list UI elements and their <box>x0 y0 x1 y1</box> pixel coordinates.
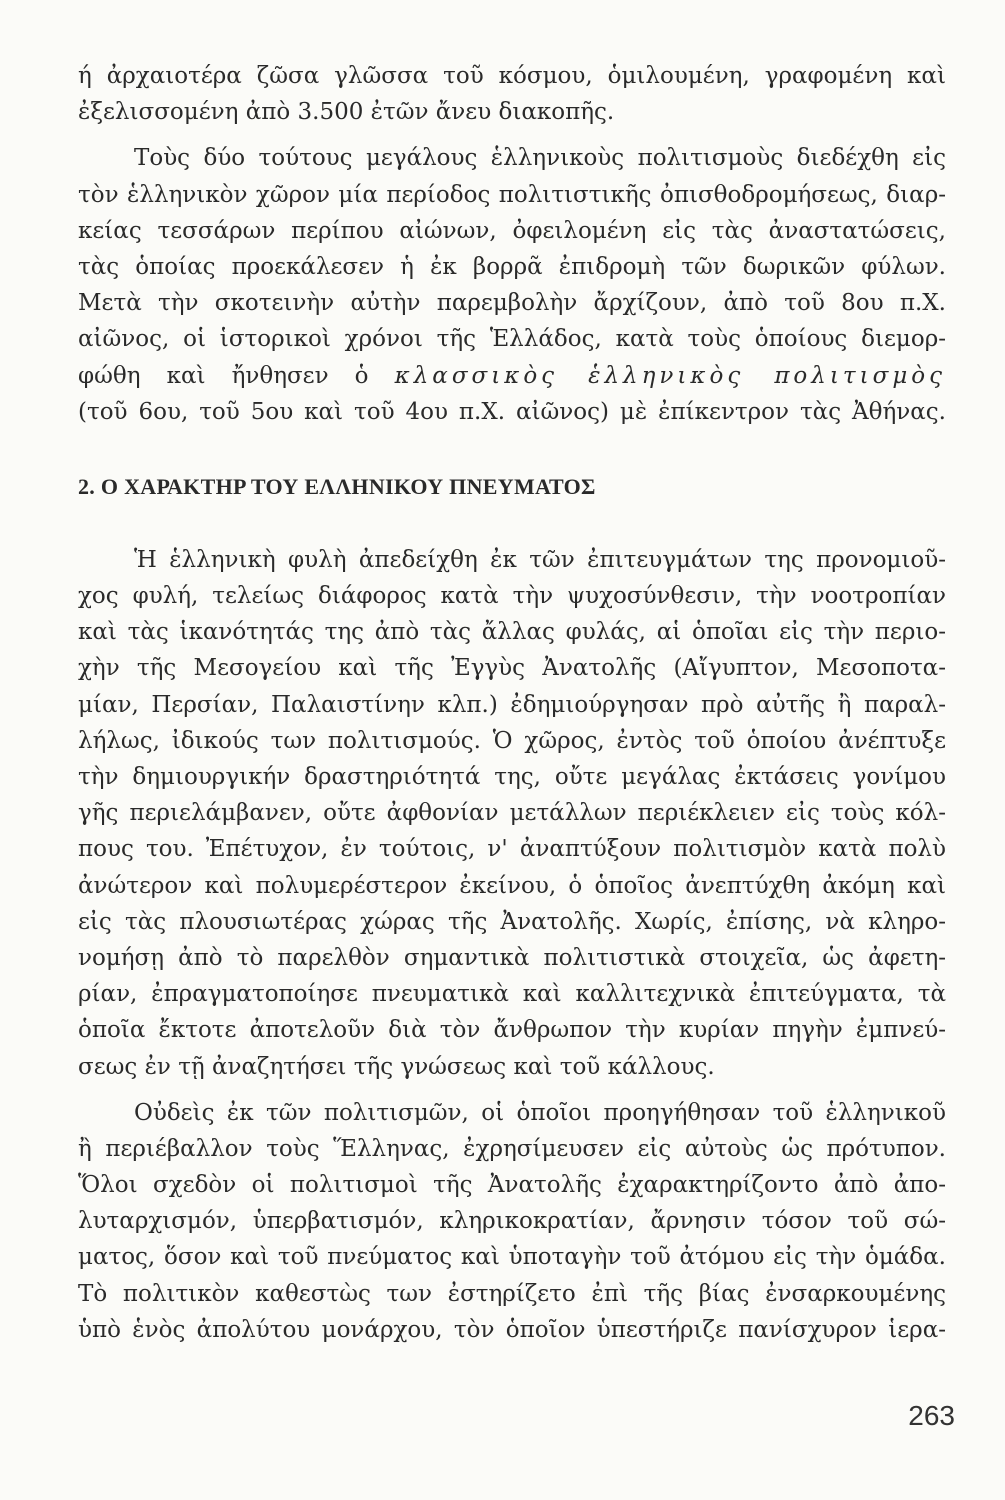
text-line-prefix: φώθη καὶ ἤνθησεν ὁ <box>78 362 395 389</box>
page-number: 263 <box>908 1400 955 1431</box>
text-line: Ὅλοι σχεδὸν οἱ πολιτισμοὶ τῆς Ἀνατολῆς ἐχαρακτηρίζοντο ἀπὸ ἀπο- <box>78 1172 946 1199</box>
text-line: ἀνώτερον καὶ πολυμερέστερον ἐκείνου, ὁ ὁποῖος ἀνεπτύχθη ἀκόμη καὶ <box>78 872 946 899</box>
text-line: γῆς περιελάμβανεν, οὔτε ἀφθονίαν μετάλλων περιέκλειεν εἰς τοὺς κόλ- <box>78 800 946 827</box>
text-line: (τοῦ 6ου, τοῦ 5ου καὶ τοῦ 4ου π.Χ. αἰῶνος) μὲ ἐπίκεντρον τὰς Ἀθήνας. <box>78 398 946 425</box>
text-line: ὁποῖα ἔκτοτε ἀποτελοῦν διὰ τὸν ἄνθρωπον τὴν κυρίαν πηγὴν ἐμπνεύ- <box>78 1017 946 1044</box>
text-line: τὰς ὁποίας προεκάλεσεν ἡ ἐκ βορρᾶ ἐπιδρομὴ τῶν δωρικῶν φύλων. <box>78 253 946 280</box>
emphasized-phrase: κλασσικὸς ἑλληνικὸς πολιτισμὸς <box>394 362 946 389</box>
text-line: λήλως, ἰδικούς των πολιτισμούς. Ὁ χῶρος, ἐντὸς τοῦ ὁποίου ἀνέπτυξε <box>78 727 946 754</box>
text-line: ἢ περιέβαλλον τοὺς Ἕλληνας, ἐχρησίμευσεν εἰς αὐτοὺς ὡς πρότυπον. <box>78 1135 946 1162</box>
text-line: χὴν τῆς Μεσογείου καὶ τῆς Ἐγγὺς Ἀνατολῆς (Αἴγυπτον, Μεσοποτα- <box>78 655 946 682</box>
text-line: ματος, ὅσον καὶ τοῦ πνεύματος καὶ ὑποταγὴν τοῦ ἀτόμου εἰς τὴν ὁμάδα. <box>78 1244 946 1271</box>
text-line: μίαν, Περσίαν, Παλαιστίνην κλπ.) ἐδημιούργησαν πρὸ αὐτῆς ἢ παραλ- <box>78 691 946 718</box>
text-line: Μετὰ τὴν σκοτεινὴν αὐτὴν παρεμβολὴν ἄρχίζουν, ἀπὸ τοῦ 8ου π.Χ. <box>78 290 946 317</box>
paragraph-first-line: Ἡ ἑλληνικὴ φυλὴ ἀπεδείχθη ἐκ τῶν ἐπιτευγμάτων της προνομιοῦ- <box>134 546 946 573</box>
text-line: κείας τεσσάρων περίπου αἰώνων, ὀφειλομένη εἰς τὰς ἀναστατώσεις, <box>78 217 946 244</box>
text-line: σεως ἐν τῇ ἀναζητήσει τῆς γνώσεως καὶ τοῦ κάλλους. <box>78 1053 715 1080</box>
text-line: καὶ τὰς ἱκανότητάς της ἀπὸ τὰς ἄλλας φυλάς, αἱ ὁποῖαι εἰς τὴν περιο- <box>78 619 946 646</box>
text-line: τὸν ἑλληνικὸν χῶρον μία περίοδος πολιτιστικῆς ὀπισθοδρομήσεως, διαρ- <box>78 181 946 208</box>
text-line: ὑπὸ ἑνὸς ἀπολύτου μονάρχου, τὸν ὁποῖον ὑπεστήριζε πανίσχυρον ἱερα- <box>78 1316 946 1343</box>
text-line: Τὸ πολιτικὸν καθεστὼς των ἐστηρίζετο ἐπὶ τῆς βίας ἐνσαρκουμένης <box>78 1280 946 1307</box>
text-line: ἐξελισσομένη ἀπὸ 3.500 ἐτῶν ἄνευ διακοπῆς. <box>78 99 615 126</box>
paragraph-first-line: Οὐδεὶς ἐκ τῶν πολιτισμῶν, οἱ ὁποῖοι προηγήθησαν τοῦ ἑλληνικοῦ <box>134 1099 946 1126</box>
text-line: ρίαν, ἐπραγματοποίησε πνευματικὰ καὶ καλλιτεχνικὰ ἐπιτεύγματα, τὰ <box>78 981 946 1008</box>
text-line: τὴν δημιουργικήν δραστηριότητά της, οὔτε μεγάλας ἐκτάσεις γονίμου <box>78 764 946 790</box>
text-line <box>78 358 946 394</box>
text-line: αἰῶνος, οἱ ἱστορικοὶ χρόνοι τῆς Ἑλλάδος, κατὰ τοὺς ὁποίους διεμορ- <box>78 326 946 353</box>
text-line: νομήσῃ ἀπὸ τὸ παρελθὸν σημαντικὰ πολιτιστικὰ στοιχεῖα, ὡς ἀφετη- <box>78 944 946 971</box>
section-heading: 2. Ο ΧΑΡΑΚΤΗΡ ΤΟΥ ΕΛΛΗΝΙΚΟΥ ΠΝΕΥΜΑΤΟΣ <box>78 473 596 499</box>
body-text <box>78 58 946 1348</box>
text-line: πους του. Ἐπέτυχον, ἐν τούτοις, ν' ἀναπτύξουν πολιτισμὸν κατὰ πολὺ <box>78 836 946 863</box>
text-line: ή ἀρχαιοτέρα ζῶσα γλῶσσα τοῦ κόσμου, ὁμιλουμένη, γραφομένη καὶ <box>78 63 946 89</box>
text-line: χος φυλή, τελείως διάφορος κατὰ τὴν ψυχοσύνθεσιν, τὴν νοοτροπίαν <box>78 583 946 610</box>
paragraph-first-line: Τοὺς δύο τούτους μεγάλους ἑλληνικοὺς πολιτισμοὺς διεδέχθη εἰς <box>134 145 946 172</box>
text-line: εἰς τὰς πλουσιωτέρας χώρας τῆς Ἀνατολῆς. Χωρίς, ἐπίσης, νὰ κληρο- <box>78 908 946 935</box>
text-line: λυταρχισμόν, ὑπερβατισμόν, κληρικοκρατίαν, ἄρνησιν τόσον τοῦ σώ- <box>78 1208 946 1235</box>
